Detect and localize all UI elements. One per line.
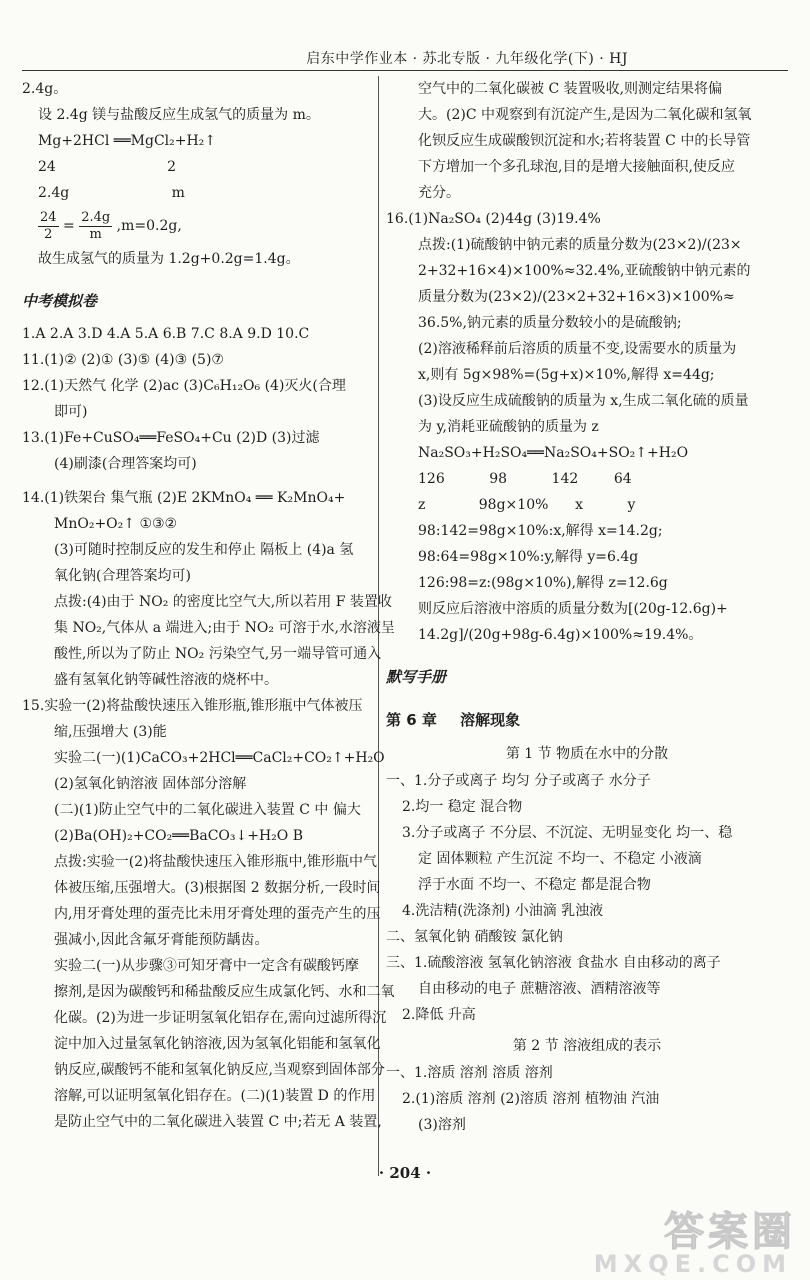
answer-line: 二、氢氧化钠 硝酸铵 氯化钠 (386, 929, 563, 945)
answer-line: (3)溶剂 (418, 1117, 466, 1133)
fraction: $\frac{24}{2}$ (40, 209, 57, 242)
answer-line: 氧化钠(合理答案均可) (54, 568, 191, 584)
hint-line: 擦剂,是因为碳酸钙和稀盐酸反应生成氯化钙、水和二氧 (54, 984, 395, 1000)
answer-line: 2.降低 升高 (402, 1007, 476, 1023)
answer-line: 缩,压强增大 (3)能 (54, 724, 167, 740)
watermark-logo (593, 1200, 796, 1278)
hint-line: 集 NO₂,气体从 a 端进入;由于 NO₂ 可溶于水,水溶液呈 (54, 620, 395, 636)
answer-line: 13.(1)Fe+CuSO₄══FeSO₄+Cu (2)D (3)过滤 (22, 430, 320, 446)
hint-line: 淀中加入过量氢氧化钠溶液,因为氢氧化铝能和氢氧化 (54, 1036, 381, 1052)
hint-line: 是防止空气中的二氧化碳进入装置 C 中;若无 A 装置, (54, 1114, 382, 1130)
text-line: 126:98=z:(98g×10%),解得 z=12.6g (418, 575, 668, 591)
text-line: 14.2g]/(20g+98g-6.4g)×100%≈19.4%。 (418, 627, 703, 643)
hint-line: 空气中的二氧化碳被 C 装置吸收,则测定结果将偏 (418, 81, 723, 97)
answer-line: 实验二(一)(1)CaCO₃+2HCl══CaCl₂+CO₂↑+H₂O (54, 750, 385, 766)
section-heading: 默写手册 (386, 668, 447, 686)
answer-line: (3)可随时控制反应的发生和停止 隔板上 (4)a 氢 (54, 542, 354, 558)
equation-line: Mg+2HCl ══MgCl₂+H₂↑ (38, 133, 217, 149)
answer-line: 4.洗洁精(洗涤剂) 小油滴 乳浊液 (402, 903, 604, 919)
hint-line: 体被压缩,压强增大。(3)根据图 2 数据分析,一段时间 (54, 880, 381, 896)
answer-line: 14.(1)铁架台 集气瓶 (2)E 2KMnO₄ ══ K₂MnO₄+ (22, 490, 346, 506)
answer-line: 3.分子或离子 不分层、不沉淀、无明显变化 均一、稳 (402, 825, 733, 841)
text-line: 设 2.4g 镁与盐酸反应生成氢气的质量为 m。 (38, 107, 320, 123)
answer-line: (2)氢氧化钠溶液 固体部分溶解 (54, 776, 247, 792)
hint-line: 盛有氢氧化钠等碱性溶液的烧杯中。 (54, 672, 278, 688)
hint-line: 实验二(一)从步骤③可知牙膏中一定含有碳酸钙摩 (54, 958, 359, 974)
section-heading: 中考模拟卷 (22, 292, 98, 310)
hint-line: 点拨:实验一(2)将盐酸快速压入锥形瓶中,锥形瓶中气 (54, 854, 377, 870)
hint-line: 强减小,因此含氟牙膏能预防龋齿。 (54, 932, 269, 948)
hint-line: 溶解,可以证明氢氧化铝存在。(二)(1)装置 D 的作用 (54, 1088, 376, 1104)
answer-line: 浮于水面 不均一、不稳定 都是混合物 (418, 877, 651, 893)
answer-line: 即可) (54, 404, 88, 420)
answer-line: 12.(1)天然气 化学 (2)ac (3)C₆H₁₂O₆ (4)灭火(合理 (22, 378, 346, 394)
answer-line: 2.均一 稳定 混合物 (402, 799, 523, 815)
hint-line: 充分。 (418, 185, 460, 201)
fraction-line: $\frac{24}{2}$ = $\frac{2.4g}{m}$ ,m=0.2g, (40, 209, 182, 242)
answer-line: 11.(1)② (2)① (3)⑤ (4)③ (5)⑦ (22, 352, 224, 368)
answer-line: 16.(1)Na₂SO₄ (2)44g (3)19.4% (386, 211, 601, 227)
hint-line: 点拨:(4)由于 NO₂ 的密度比空气大,所以若用 F 装置收 (54, 594, 392, 610)
watermark-url: MXQE.COM (593, 1250, 792, 1278)
page-header (22, 44, 788, 71)
hint-line: x,则有 5g×98%=(5g+x)×10%,解得 x=44g; (418, 367, 715, 383)
answer-line: 三、1.硫酸溶液 氢氧化钠溶液 食盐水 自由移动的离子 (386, 955, 721, 971)
answer-line: 定 固体颗粒 产生沉淀 不均一、不稳定 小液滴 (418, 851, 702, 867)
answer-line: 1.A 2.A 3.D 4.A 5.A 6.B 7.C 8.A 9.D 10.C (22, 326, 310, 342)
section-title: 第 1 节 物质在水中的分散 (505, 746, 669, 762)
answer-line: MnO₂+O₂↑ ①③② (54, 516, 178, 532)
answer-line: (二)(1)防止空气中的二氧化碳进入装置 C 中 偏大 (54, 802, 361, 818)
hint-line: 内,用牙膏处理的蛋壳比未用牙膏处理的蛋壳产生的压 (54, 906, 381, 922)
text-line: 98:64=98g×10%:y,解得 y=6.4g (418, 549, 639, 565)
chapter-title: 溶解现象 (460, 711, 521, 729)
text-line: 则反应后溶液中溶质的质量分数为[(20g-12.6g)+ (418, 601, 728, 617)
left-column (22, 76, 395, 1135)
hint-line: 为 y,消耗亚硫酸钠的质量为 z (418, 419, 599, 435)
answer-line: (4)刷漆(合理答案均可) (54, 456, 197, 472)
text-line: 故生成氢气的质量为 1.2g+0.2g=1.4g。 (38, 251, 300, 267)
answer-line: 一、1.分子或离子 均匀 分子或离子 水分子 (386, 773, 651, 789)
text-line: 2.4g m (38, 185, 185, 201)
hint-line: 钠反应,碳酸钙不能和氢氧化钠反应,当观察到固体部分 (54, 1062, 385, 1078)
answer-line: (2)Ba(OH)₂+CO₂══BaCO₃↓+H₂O B (54, 828, 304, 844)
answer-line: 一、1.溶质 溶剂 溶质 溶剂 (386, 1065, 553, 1081)
answer-line: 自由移动的电子 蔗糖溶液、酒精溶液等 (418, 981, 661, 997)
hint-line: (2)溶液稀释前后溶质的质量不变,设需要水的质量为 (418, 341, 737, 357)
hint-line: 质量分数为(23×2)/(23×2+32+16×3)×100%≈ (418, 289, 735, 305)
text-line: 98:142=98g×10%:x,解得 x=14.2g; (418, 523, 663, 539)
right-column (386, 76, 788, 1138)
text-line: 126 98 142 64 (418, 471, 632, 487)
answer-line: 2.(1)溶质 溶剂 (2)溶质 溶剂 植物油 汽油 (402, 1091, 660, 1107)
page-number: · 204 · (378, 1164, 432, 1182)
section-title: 第 2 节 溶液组成的表示 (512, 1038, 662, 1054)
hint-line: 化碳。(2)为进一步证明氢氧化铝存在,需向过滤所得沉 (54, 1010, 387, 1026)
hint-line: 2+32+16×4)×100%≈32.4%,亚硫酸钠中钠元素的 (418, 263, 751, 279)
hint-line: 化钡反应生成碳酸钡沉淀和水;若将装置 C 中的长导管 (418, 133, 751, 149)
hint-line: (3)设反应生成硫酸钠的质量为 x,生成二氧化硫的质量 (418, 393, 749, 409)
hint-line: 酸性,所以为了防止 NO₂ 污染空气,另一端导管可通入 (54, 646, 382, 662)
hint-line: 36.5%,钠元素的质量分数较小的是硫酸钠; (418, 315, 682, 331)
header-title: 启东中学作业本 · 苏北专版 · 九年级化学(下) · HJ (306, 51, 628, 67)
answer-line: 15.实验一(2)将盐酸快速压入锥形瓶,锥形瓶中气体被压 (22, 698, 363, 714)
watermark-text: 答案圈 (664, 1209, 796, 1255)
hint-line: 下方增加一个多孔球泡,目的是增大接触面积,使反应 (418, 159, 735, 175)
chapter-number: 第 6 章 (386, 711, 437, 729)
hint-line: 大。(2)C 中观察到有沉淀产生,是因为二氧化碳和氢氧 (418, 107, 752, 123)
chapter-heading (386, 709, 788, 730)
text-line: z 98g×10% x y (418, 497, 636, 513)
hint-line: 点拨:(1)硫酸钠中钠元素的质量分数为(23×2)/(23× (418, 237, 742, 253)
fraction: $\frac{2.4g}{m}$ (81, 209, 111, 242)
equation-line: Na₂SO₃+H₂SO₄══Na₂SO₄+SO₂↑+H₂O (418, 445, 689, 461)
text-line: 24 2 (38, 159, 176, 175)
text-line: 2.4g。 (22, 81, 68, 97)
